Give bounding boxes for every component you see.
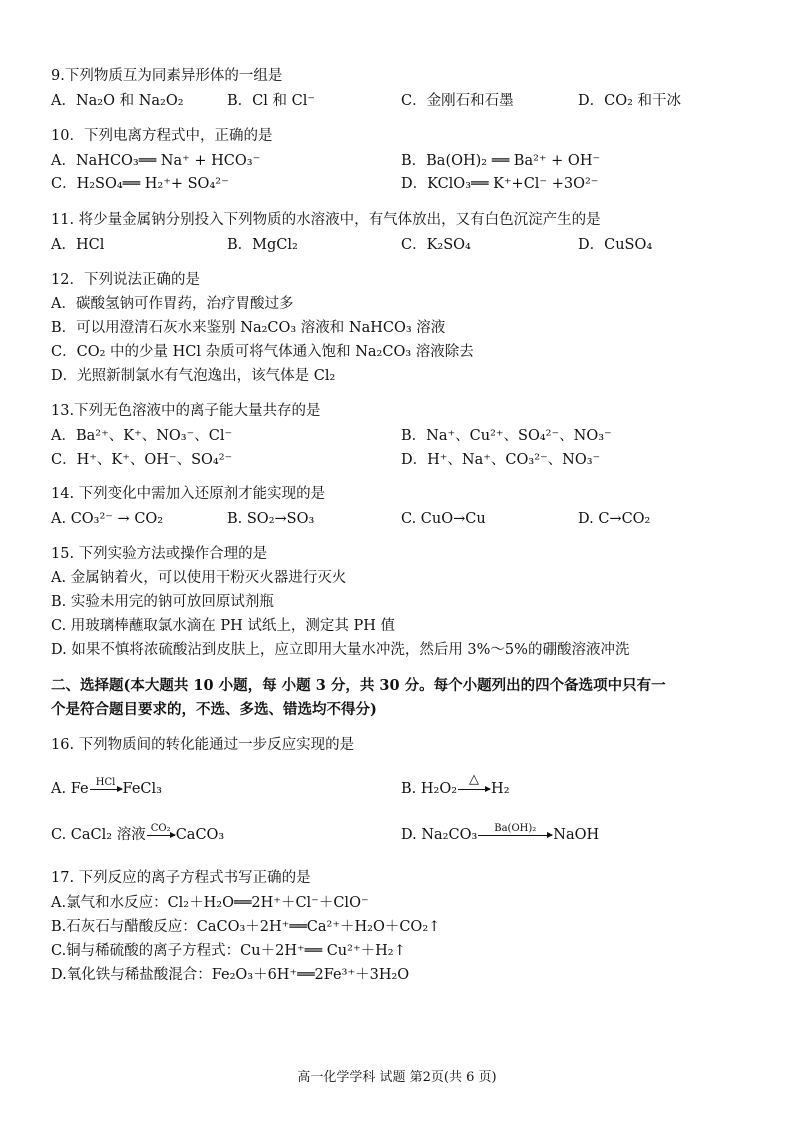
q14-option-d: D. C→CO₂ bbox=[578, 511, 651, 527]
q11-option-c: C．K₂SO₄ bbox=[401, 237, 471, 253]
q14-option-a: A. CO₃²⁻ → CO₂ bbox=[51, 511, 164, 527]
q10-option-c: C．H₂SO₄══ H₂⁺+ SO₄²⁻ bbox=[51, 176, 229, 192]
q15-option-d: D. 如果不慎将浓硫酸沾到皮肤上，应立即用大量水冲洗，然后用 3%～5%的硼酸溶液冲洗 bbox=[51, 642, 630, 658]
q16-option-d bbox=[401, 822, 600, 845]
q9-option-d: D．CO₂ 和干冰 bbox=[578, 93, 682, 109]
q16-b-reactant: B. H₂O₂ bbox=[401, 781, 458, 797]
q11-option-d: D．CuSO₄ bbox=[578, 237, 653, 253]
q17-option-b: B.石灰石与醋酸反应：CaCO₃＋2H⁺══Ca²⁺＋H₂O＋CO₂↑ bbox=[51, 919, 441, 935]
q10-option-a: A．NaHCO₃══ Na⁺ + HCO₃⁻ bbox=[51, 153, 261, 169]
q11-option-a: A．HCl bbox=[51, 237, 105, 253]
q16-a-condition: HCl bbox=[95, 776, 116, 788]
q17-option-a: A.氯气和水反应：Cl₂＋H₂O══2H⁺＋Cl⁻＋ClO⁻ bbox=[51, 895, 369, 911]
q15-option-b: B. 实验未用完的钠可放回原试剂瓶 bbox=[51, 594, 274, 610]
q16-c-arrow bbox=[147, 822, 175, 836]
q16-a-arrow bbox=[90, 776, 122, 790]
q12-option-b: B．可以用澄清石灰水来鉴别 Na₂CO₃ 溶液和 NaHCO₃ 溶液 bbox=[51, 320, 446, 336]
q16-b-condition: △ bbox=[469, 771, 480, 787]
q16-option-c bbox=[51, 822, 225, 845]
section2-heading-line1: 二、选择题(本大题共 10 小题，每 小题 3 分，共 30 分。每个小题列出的四个备选项中只有一 bbox=[51, 677, 666, 694]
q15-option-c: C. 用玻璃棒蘸取氯水滴在 PH 试纸上，测定其 PH 值 bbox=[51, 618, 396, 634]
q16-a-reactant: A. Fe bbox=[51, 781, 89, 797]
q10-option-d: D．KClO₃══ K⁺+Cl⁻ +3O²⁻ bbox=[401, 176, 599, 192]
q12-stem: 12．下列说法正确的是 bbox=[51, 272, 200, 288]
section2-heading-line2: 个是符合题目要求的，不选、多选、错选均不得分) bbox=[51, 701, 377, 718]
q16-d-condition: Ba(OH)₂ bbox=[494, 822, 537, 834]
q11-option-b: B．MgCl₂ bbox=[227, 237, 298, 253]
q9-option-b: B．Cl 和 Cl⁻ bbox=[227, 93, 315, 109]
q9-option-a: A．Na₂O 和 Na₂O₂ bbox=[51, 93, 184, 109]
q16-option-b bbox=[401, 771, 510, 799]
q17-stem: 17. 下列反应的离子方程式书写正确的是 bbox=[51, 870, 311, 886]
q16-option-a bbox=[51, 776, 162, 799]
q9-stem: 9.下列物质互为同素异形体的一组是 bbox=[51, 68, 283, 84]
q13-option-d: D．H⁺、Na⁺、CO₃²⁻、NO₃⁻ bbox=[401, 452, 601, 468]
q13-option-b: B．Na⁺、Cu²⁺、SO₄²⁻、NO₃⁻ bbox=[401, 428, 612, 444]
q16-d-reactant: D. Na₂CO₃ bbox=[401, 827, 478, 843]
q16-d-arrow bbox=[478, 822, 552, 836]
q13-option-c: C．H⁺、K⁺、OH⁻、SO₄²⁻ bbox=[51, 452, 233, 468]
q16-b-arrow bbox=[458, 771, 490, 790]
q13-option-a: A．Ba²⁺、K⁺、NO₃⁻、Cl⁻ bbox=[51, 428, 233, 444]
q12-option-d: D．光照新制氯水有气泡逸出，该气体是 Cl₂ bbox=[51, 368, 336, 384]
q15-option-a: A. 金属钠着火，可以使用干粉灭火器进行灭火 bbox=[51, 570, 347, 586]
q10-option-b: B．Ba(OH)₂ ══ Ba²⁺ + OH⁻ bbox=[401, 153, 601, 169]
q17-option-c: C.铜与稀硫酸的离子方程式：Cu＋2H⁺══ Cu²⁺＋H₂↑ bbox=[51, 943, 406, 959]
q16-b-product: H₂ bbox=[491, 781, 510, 797]
q16-c-reactant: C. CaCl₂ 溶液 bbox=[51, 827, 146, 843]
q16-stem: 16. 下列物质间的转化能通过一步反应实现的是 bbox=[51, 737, 355, 753]
q15-stem: 15. 下列实验方法或操作合理的是 bbox=[51, 546, 268, 562]
q12-option-a: A．碳酸氢钠可作胃药，治疗胃酸过多 bbox=[51, 296, 294, 312]
q12-option-c: C．CO₂ 中的少量 HCl 杂质可将气体通入饱和 Na₂CO₃ 溶液除去 bbox=[51, 344, 474, 360]
q17-option-d: D.氧化铁与稀盐酸混合：Fe₂O₃＋6H⁺══2Fe³⁺＋3H₂O bbox=[51, 967, 410, 983]
q10-stem: 10．下列电离方程式中，正确的是 bbox=[51, 128, 273, 144]
q14-stem: 14. 下列变化中需加入还原剂才能实现的是 bbox=[51, 486, 326, 502]
q16-c-product: CaCO₃ bbox=[175, 827, 225, 843]
q16-c-condition: CO₂ bbox=[150, 822, 171, 834]
q11-stem: 11. 将少量金属钠分别投入下列物质的水溶液中，有气体放出，又有白色沉淀产生的是 bbox=[51, 212, 601, 228]
q16-d-product: NaOH bbox=[553, 827, 600, 843]
q9-option-c: C．金刚石和石墨 bbox=[401, 93, 514, 109]
page-footer: 高一化学学科 试题 第2页(共 6 页) bbox=[297, 1070, 497, 1085]
q13-stem: 13.下列无色溶液中的离子能大量共存的是 bbox=[51, 403, 321, 419]
q16-a-product: FeCl₃ bbox=[122, 781, 162, 797]
q14-option-c: C. CuO→Cu bbox=[401, 511, 486, 527]
q14-option-b: B. SO₂→SO₃ bbox=[227, 511, 315, 527]
